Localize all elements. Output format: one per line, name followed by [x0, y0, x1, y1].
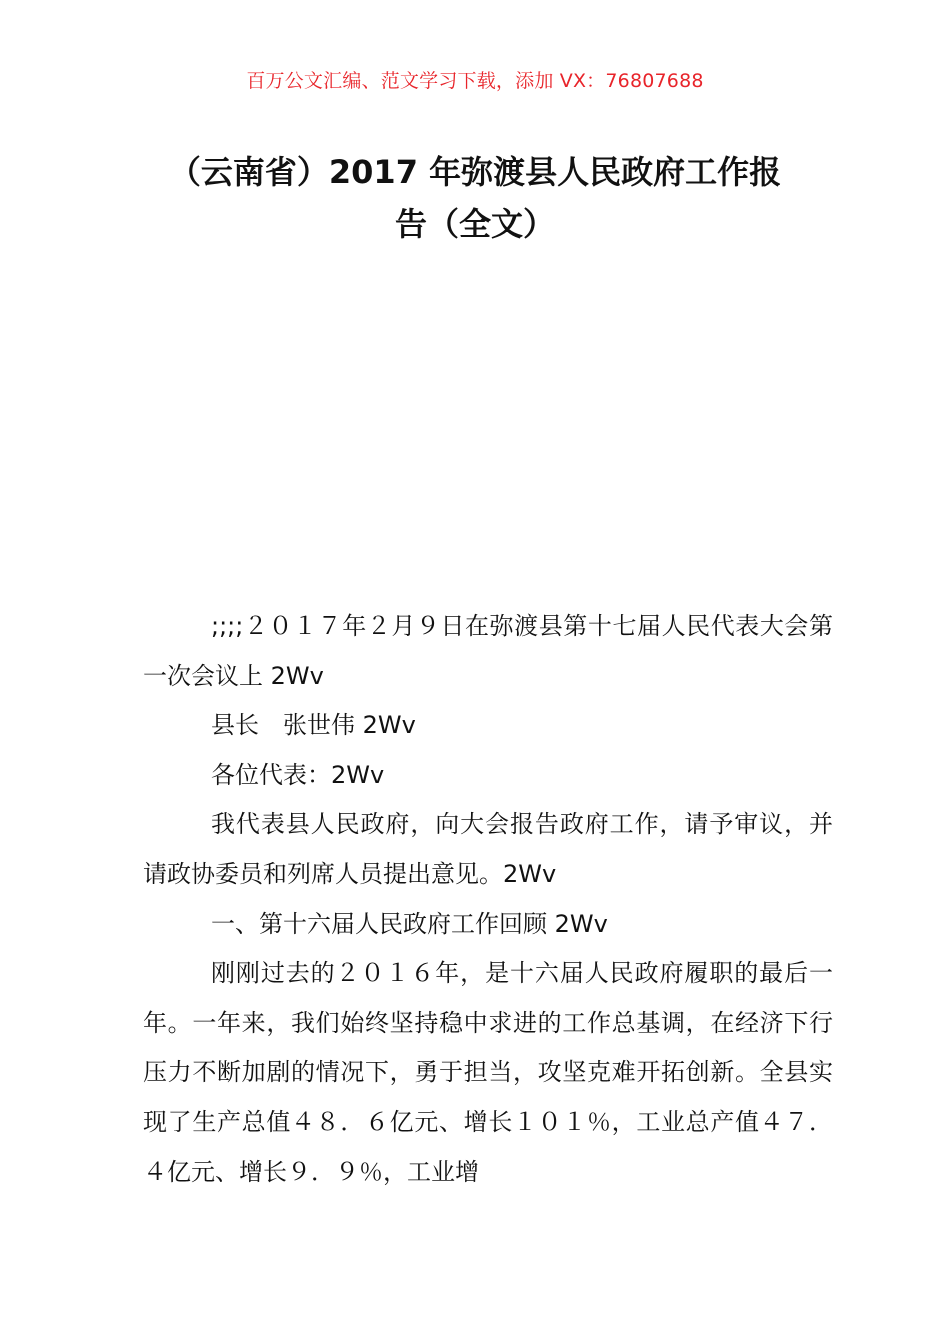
paragraph-speaker: 县长 张世伟 2Wv	[211, 711, 416, 740]
paragraph-intro: 我代表县人民政府，向大会报告政府工作，请予审议，并请政协委员和列席人员提出意见。2Wv	[143, 810, 833, 888]
section-heading-review: 一、第十六届人民政府工作回顾 2Wv	[211, 909, 608, 938]
paragraph-salutation: 各位代表：2Wv	[211, 760, 385, 789]
paragraph-review-2016: 刚刚过去的２０１６年，是十六届人民政府履职的最后一年。一年来，我们始终坚持稳中求进的工作总基调，在经济下行压力不断加剧的情况下，勇于担当，攻坚克难开拓创新。全县实现了生产总值４８．６亿元、增长１０１％，工业总产值４７．４亿元、增长９．９％，工业增	[143, 959, 833, 1186]
paragraph-meeting-info: ;;;;２０１７年２月９日在弥渡县第十七届人民代表大会第一次会议上 2Wv	[143, 612, 833, 690]
title-line-1: （云南省）2017 年弥渡县人民政府工作报	[168, 153, 782, 191]
document-title	[130, 146, 820, 250]
document-body	[143, 602, 833, 1197]
title-line-2: 告（全文）	[394, 205, 555, 243]
header-banner: 百万公文汇编、范文学习下载，添加 VX：76807688	[246, 70, 704, 92]
